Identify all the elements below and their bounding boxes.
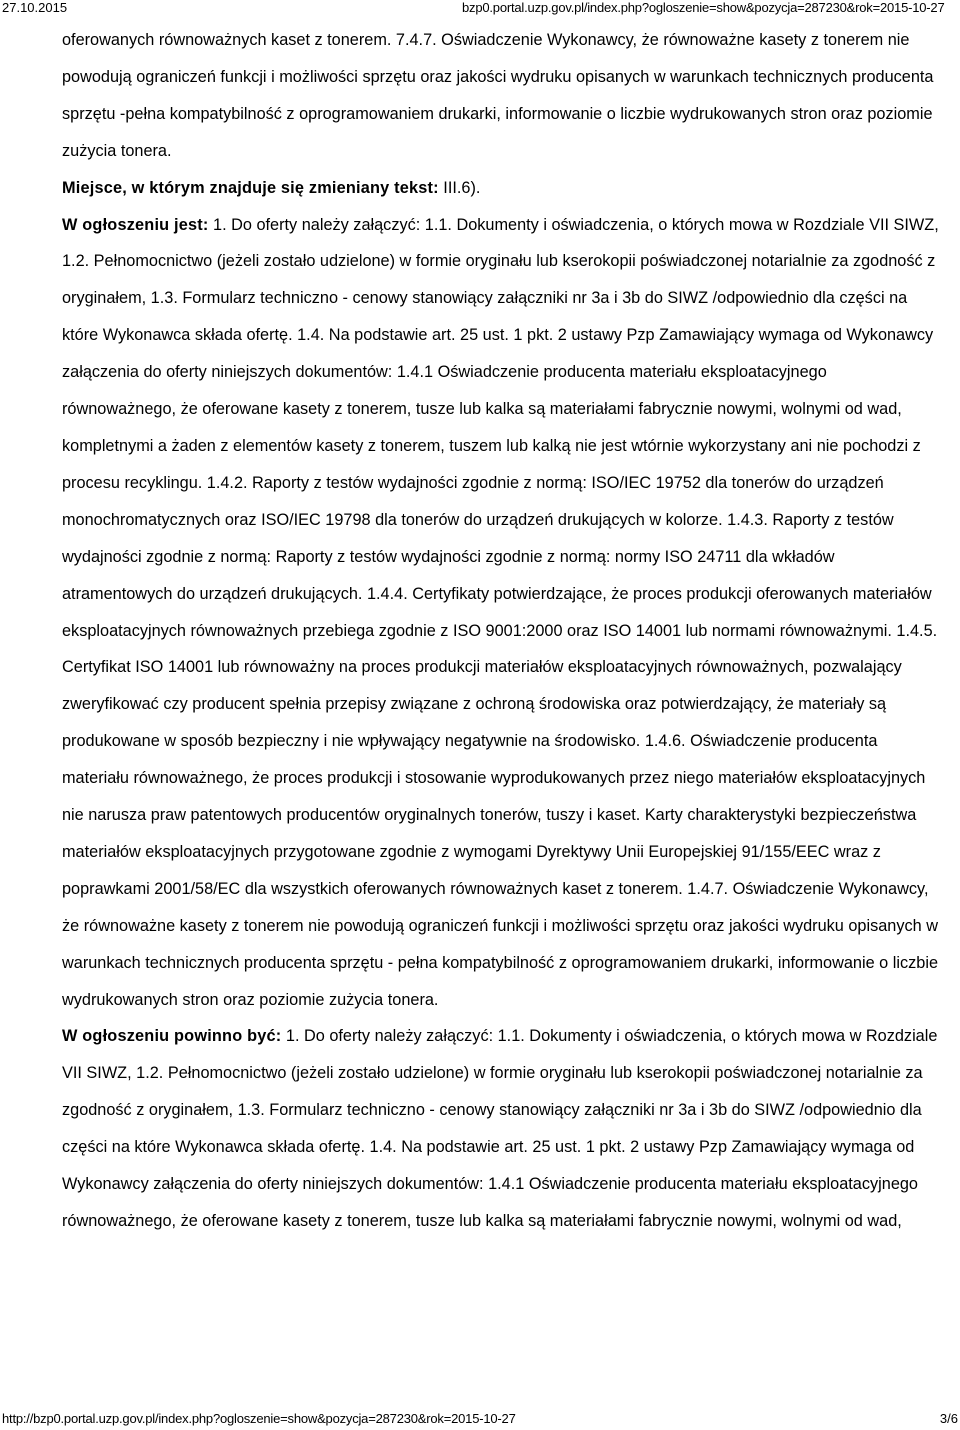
print-header-url: bzp0.portal.uzp.gov.pl/index.php?ogloszenie=show&pozycja=287230&rok=2015-10-27	[462, 0, 945, 15]
change-location-value: III.6).	[438, 178, 481, 197]
change-location-label: Miejsce, w którym znajduje się zmieniany tekst:	[62, 178, 439, 197]
print-header	[0, 0, 960, 18]
print-date: 27.10.2015	[2, 0, 68, 15]
document-body	[62, 22, 942, 1240]
new-text-label: W ogłoszeniu powinno być:	[62, 1027, 282, 1046]
new-text-value: 1. Do oferty należy załączyć: 1.1. Dokumenty i oświadczenia, o których mowa w Rozdziale VII SIWZ, 1.2. Pełnomocnictwo (jeżeli zostało udzielone) w formie oryginału lub kserokopii poświadczonej notarialnie za zgodność z oryginałem, 1.3. Formularz techniczno - cenowy stanowiący załączniki nr 3a i 3b do SIWZ /odpowiednio dla części na które Wykonawca składa ofertę. 1.4. Na podstawie art. 25 ust. 1 pkt. 2 ustawy Pzp Zamawiający wymaga od Wykonawcy załączenia do oferty niniejszych dokumentów: 1.4.1 Oświadczenie producenta materiału eksploatacyjnego równoważnego, że oferowane kasety z tonerem, tusze lub kalka są materiałami fabrycznie nowymi, wolnymi od wad,	[62, 1027, 938, 1230]
print-footer	[0, 1411, 960, 1429]
current-text-paragraph	[62, 207, 942, 1019]
current-text-label: W ogłoszeniu jest:	[62, 215, 209, 234]
continued-paragraph: oferowanych równoważnych kaset z tonerem. 7.4.7. Oświadczenie Wykonawcy, że równoważne kasety z tonerem nie powodują ograniczeń funkcji i możliwości sprzętu oraz jakości wydruku opisanych w warunkach technicznych producenta sprzętu -pełna kompatybilność z oprogramowaniem drukarki, informowanie o liczbie wydrukowanych stron oraz poziomie zużycia tonera.	[62, 31, 934, 160]
change-location-paragraph	[62, 170, 942, 207]
current-text-value: 1. Do oferty należy załączyć: 1.1. Dokumenty i oświadczenia, o których mowa w Rozdziale VII SIWZ, 1.2. Pełnomocnictwo (jeżeli zostało udzielone) w formie oryginału lub kserokopii poświadczonej notarialnie za zgodność z oryginałem, 1.3. Formularz techniczno - cenowy stanowiący załączniki nr 3a i 3b do SIWZ /odpowiednio dla części na które Wykonawca składa ofertę. 1.4. Na podstawie art. 25 ust. 1 pkt. 2 ustawy Pzp Zamawiający wymaga od Wykonawcy załączenia do oferty niniejszych dokumentów: 1.4.1 Oświadczenie producenta materiału eksploatacyjnego równoważnego, że oferowane kasety z tonerem, tusze lub kalka są materiałami fabrycznie nowymi, wolnymi od wad, kompletnymi a żaden z elementów kasety z tonerem, tuszem lub kalką nie jest wtórnie wykorzystany ani nie pochodzi z procesu recyklingu. 1.4.2. Raporty z testów wydajności zgodnie z normą: ISO/IEC 19752 dla tonerów do urządzeń monochromatycznych oraz ISO/IEC 19798 dla tonerów do urządzeń drukujących w kolorze. 1.4.3. Raporty z testów wydajności zgodnie z normą: Raporty z testów wydajności zgodnie z normą: normy ISO 24711 dla wkładów atramentowych do urządzeń drukujących. 1.4.4. Certyfikaty potwierdzające, że proces produkcji oferowanych materiałów eksploatacyjnych równoważnych przebiega zgodnie z ISO 9001:2000 oraz ISO 14001 lub normami równoważnymi. 1.4.5. Certyfikat ISO 14001 lub równoważny na proces produkcji materiałów eksploatacyjnych równoważnych, pozwalający zweryfikować czy producent spełnia przepisy związane z ochroną środowiska oraz potwierdzający, że materiały są produkowane w sposób bezpieczny i nie wpływający negatywnie na środowisko. 1.4.6. Oświadczenie producenta materiału równoważnego, że proces produkcji i stosowanie wyprodukowanych przez niego materiałów eksploatacyjnych nie narusza praw patentowych producentów oryginalnych tonerów, tuszy i kaset. Karty charakterystyki bezpieczeństwa materiałów eksploatacyjnych przygotowane zgodnie z wymogami Dyrektywy Unii Europejskiej 91/155/EEC wraz z poprawkami 2001/58/EC dla wszystkich oferowanych równoważnych kaset z tonerem. 1.4.7. Oświadczenie Wykonawcy, że równoważne kasety z tonerem nie powodują ograniczeń funkcji i możliwości sprzętu oraz jakości wydruku opisanych w warunkach technicznych producenta sprzętu - pełna kompatybilność z oprogramowaniem drukarki, informowanie o liczbie wydrukowanych stron oraz poziomie zużycia tonera.	[62, 215, 939, 1009]
new-text-paragraph	[62, 1018, 942, 1239]
print-footer-url: http://bzp0.portal.uzp.gov.pl/index.php?ogloszenie=show&pozycja=287230&rok=2015-10-27	[2, 1411, 516, 1426]
page-number: 3/6	[939, 1411, 958, 1426]
